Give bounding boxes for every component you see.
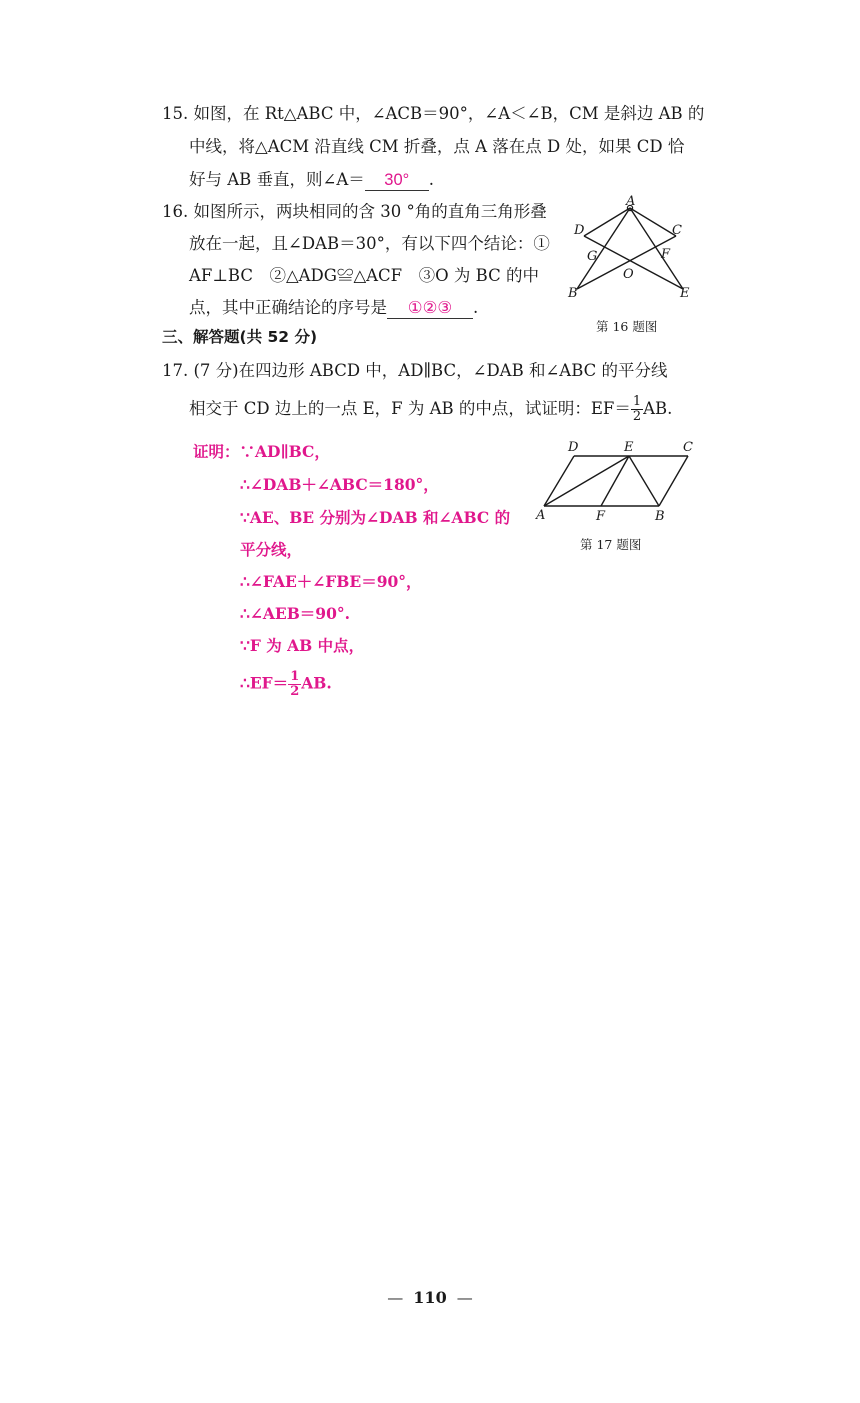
proof-line2: ∴∠DAB＋∠ABC＝180°， bbox=[240, 475, 439, 494]
fig16-label-F: F bbox=[661, 247, 671, 262]
proof-line4: 平分线， bbox=[240, 540, 303, 559]
q15-line1: 15. 如图，在 Rt△ABC 中，∠ACB＝90°，∠A＜∠B，CM 是斜边 AB 的 bbox=[162, 104, 705, 123]
q16-line1: 16. 如图所示，两块相同的含 30 °角的直角三角形叠 bbox=[162, 202, 547, 221]
q17-line2-text: 相交于 CD 边上的一点 E，F 为 AB 的中点，试证明：EF＝ bbox=[189, 399, 631, 418]
proof-frac-num: 1 bbox=[290, 669, 300, 684]
fig17-label-C: C bbox=[683, 440, 693, 455]
q17-line2 bbox=[189, 395, 672, 424]
q16-answer: ①②③ bbox=[387, 298, 473, 319]
page-number: 110 bbox=[413, 1288, 447, 1307]
q16-line2: 放在一起，且∠DAB＝30°，有以下四个结论：① bbox=[189, 234, 550, 253]
fig17-label-D: D bbox=[568, 440, 579, 455]
q17-frac-den: 2 bbox=[632, 409, 642, 424]
fig17-line-AE bbox=[544, 456, 629, 506]
fig16-line-AD bbox=[584, 208, 630, 236]
fig17-line-AD bbox=[544, 456, 574, 506]
fig17-label-F: F bbox=[596, 509, 606, 524]
q15-line3-text: 好与 AB 垂直，则∠A＝ bbox=[189, 170, 365, 189]
figure-17 bbox=[532, 436, 702, 528]
proof-line8-end: AB. bbox=[301, 673, 332, 693]
q15-answer: 30° bbox=[365, 171, 429, 191]
fig16-label-O: O bbox=[623, 267, 634, 282]
proof-line8 bbox=[240, 670, 332, 699]
fig17-label-B: B bbox=[655, 509, 665, 524]
fig17-label-E: E bbox=[624, 440, 634, 455]
page-number-footer: — 110 — bbox=[387, 1288, 473, 1307]
fig16-label-D: D bbox=[574, 223, 585, 238]
q17-line2-end: AB. bbox=[643, 399, 673, 418]
q17-frac-num: 1 bbox=[632, 394, 642, 409]
fig16-label-A: A bbox=[626, 194, 636, 209]
q16-line4 bbox=[189, 294, 478, 319]
proof-line6: ∴∠AEB＝90°. bbox=[240, 604, 351, 623]
q15-line3 bbox=[189, 166, 434, 191]
q15-line3-end: . bbox=[428, 170, 435, 189]
q16-line4-end: . bbox=[473, 298, 479, 317]
proof-line7: ∵F 为 AB 中点， bbox=[240, 636, 365, 655]
q16-line3: AF⊥BC ②△ADG≌△ACF ③O 为 BC 的中 bbox=[189, 266, 539, 285]
proof-line5: ∴∠FAE＋∠FBE＝90°， bbox=[240, 572, 422, 591]
q15-line2: 中线，将△ACM 沿直线 CM 折叠，点 A 落在点 D 处，如果 CD 恰 bbox=[189, 137, 685, 156]
fig16-line-AC bbox=[630, 208, 676, 236]
fig16-line-AE bbox=[630, 208, 683, 289]
proof-line3: ∵AE、BE 分别为∠DAB 和∠ABC 的 bbox=[240, 508, 511, 527]
q17-fraction bbox=[631, 395, 643, 424]
figure-16 bbox=[562, 194, 702, 306]
fig17-line-BE bbox=[629, 456, 659, 506]
q17-line1: 17. (7 分)在四边形 ABCD 中，AD∥BC，∠DAB 和∠ABC 的平分线 bbox=[162, 361, 668, 380]
fig17-line-BC bbox=[659, 456, 688, 506]
fig16-label-B: B bbox=[568, 286, 578, 301]
fig16-label-E: E bbox=[680, 286, 690, 301]
fig16-label-G: G bbox=[587, 249, 598, 264]
proof-line8-text: ∴EF＝ bbox=[240, 673, 289, 693]
fig16-label-C: C bbox=[672, 223, 682, 238]
proof-line1: 证明：∵AD∥BC， bbox=[193, 442, 330, 461]
proof-fraction bbox=[288, 670, 301, 699]
section-heading: 三、解答题(共 52 分) bbox=[162, 328, 318, 346]
fig17-label-A: A bbox=[536, 508, 546, 523]
figure-17-caption: 第 17 题图 bbox=[580, 537, 642, 552]
q16-line4-text: 点，其中正确结论的序号是 bbox=[189, 298, 387, 317]
proof-frac-den: 2 bbox=[290, 684, 300, 699]
figure-16-caption: 第 16 题图 bbox=[596, 319, 658, 334]
